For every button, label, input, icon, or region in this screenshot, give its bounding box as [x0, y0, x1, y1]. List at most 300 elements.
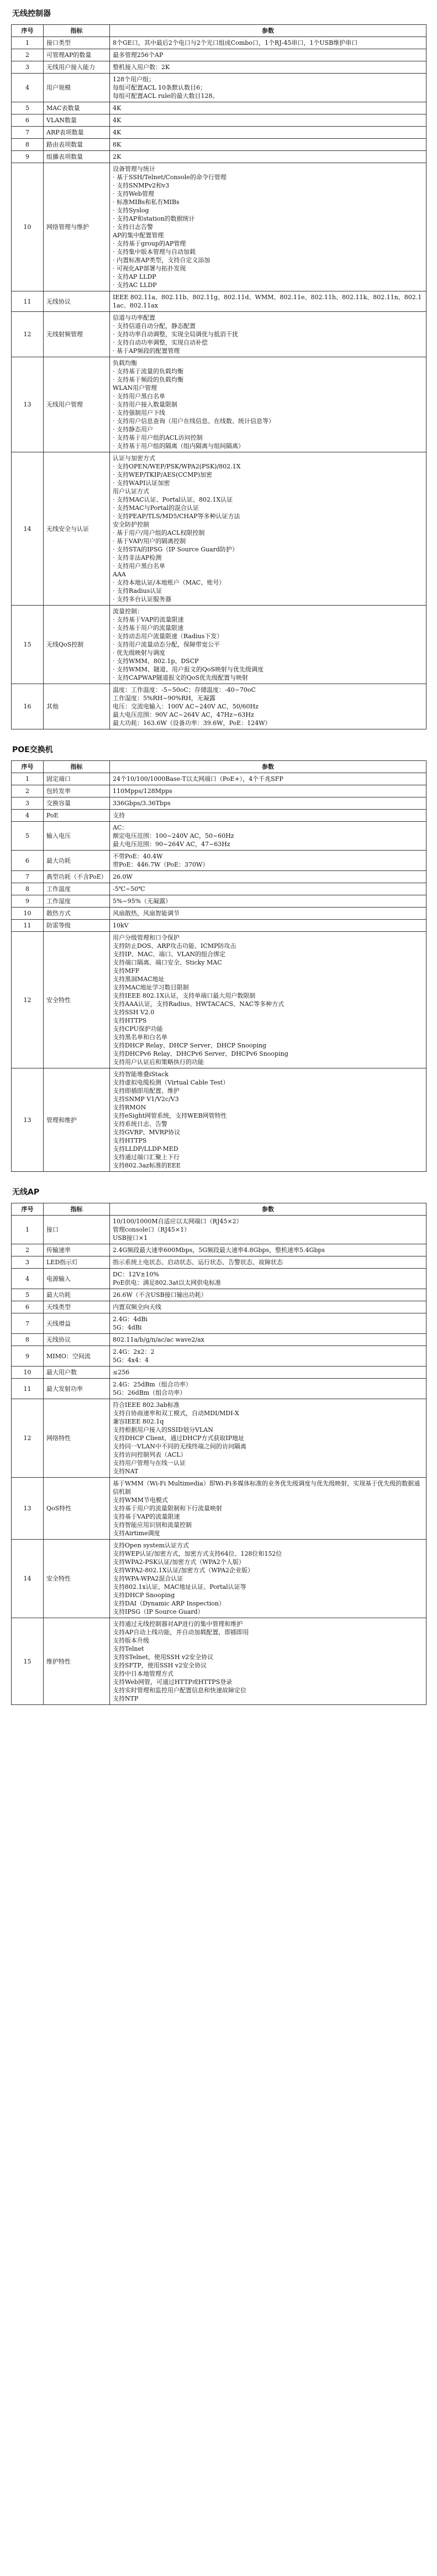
table-row [12, 883, 427, 895]
row-number: 14 [12, 1540, 44, 1618]
row-params [110, 74, 427, 102]
spec-table [11, 1203, 427, 1705]
param-line: 整机接入用户数：2K [113, 64, 170, 71]
param-line: 兼容IEEE 802.1q [113, 1418, 164, 1425]
param-line: 26.0W [113, 873, 133, 880]
param-line: 支持基于VAP的流量限速 [113, 1513, 180, 1520]
row-params [110, 1379, 427, 1399]
param-line: 支持通过无线控制器对AP进行的集中管理和维护 [113, 1620, 243, 1628]
header-item: 指标 [44, 1203, 110, 1216]
table-row [12, 684, 427, 729]
row-number: 5 [12, 102, 44, 114]
param-line: 支持同一VLAN中不同的无线终端之间的访问隔离 [113, 1443, 246, 1450]
row-item: 组播表项数量 [44, 151, 110, 163]
param-line: 128个用户组； [113, 76, 155, 83]
table-header-row [12, 25, 427, 37]
param-line: · 支持功率自动调整，实现全局调优与抵消干扰 [113, 331, 238, 338]
row-params [110, 1269, 427, 1289]
row-number: 4 [12, 810, 44, 822]
table-row [12, 920, 427, 932]
param-line: 支持eSight网管系统，支持WEB网管特性 [113, 1112, 227, 1119]
table-row [12, 810, 427, 822]
row-number: 11 [12, 291, 44, 312]
row-number: 10 [12, 908, 44, 920]
row-item: 最大功耗 [44, 851, 110, 871]
param-line: 2.4G：4dBi [113, 1316, 148, 1323]
table-row [12, 1379, 427, 1399]
row-number: 13 [12, 1068, 44, 1172]
param-line: 5%~95%（无凝露） [113, 898, 172, 905]
spec-section [11, 744, 426, 1172]
table-row [12, 37, 427, 49]
row-item: PoE [44, 810, 110, 822]
param-line: · 支持CAPWAP隧道报文的QoS优先级配置与映射 [113, 674, 249, 681]
row-item: MAC表数量 [44, 102, 110, 114]
table-row [12, 851, 427, 871]
row-item: 可管理AP的数量 [44, 49, 110, 61]
param-line: 支持IP、MAC、端口、VLAN的组合绑定 [113, 951, 226, 958]
row-item: 其他 [44, 684, 110, 729]
param-line: 336Gbps/3.36Tbps [113, 800, 171, 807]
param-line: 支持MAC地址学习数目限制 [113, 984, 189, 991]
param-line: DC：12V±10% [113, 1271, 159, 1278]
row-number: 3 [12, 61, 44, 74]
row-params [110, 291, 427, 312]
row-item: QoS特性 [44, 1478, 110, 1540]
row-params [110, 810, 427, 822]
param-line: · 支持基于用户组的ACL访问控制 [113, 434, 203, 441]
row-number: 6 [12, 851, 44, 871]
param-line: · 优先级映射与调度 [113, 649, 165, 656]
header-item: 指标 [44, 761, 110, 773]
table-row [12, 1540, 427, 1618]
row-params [110, 908, 427, 920]
param-line: USB接口×1 [113, 1234, 148, 1242]
param-line: 支持RMON [113, 1104, 146, 1111]
param-line: · 支持基于频段的负载均衡 [113, 376, 183, 383]
row-number: 13 [12, 357, 44, 452]
row-params [110, 1540, 427, 1618]
table-row [12, 1478, 427, 1540]
header-param: 参数 [110, 1203, 427, 1216]
row-item: 网络管理与维护 [44, 163, 110, 291]
param-line: · 支持基于group的AP管理 [113, 240, 186, 247]
param-line: 支持WMM节电模式 [113, 1496, 168, 1504]
param-line: 2.4G：25dBm（组合功率） [113, 1381, 192, 1388]
param-line: 支持DHCP Snooping [113, 1592, 175, 1599]
param-line: 2.4G：2x2：2 [113, 1348, 155, 1355]
param-line: 最大电压范围：90~264V AC，47~63Hz [113, 841, 230, 848]
row-number: 3 [12, 1256, 44, 1269]
row-number: 1 [12, 1216, 44, 1244]
param-line: 支持NAT [113, 1468, 139, 1475]
param-line: 支持版本升级 [113, 1637, 149, 1644]
table-row [12, 1399, 427, 1478]
row-item: 接口类型 [44, 37, 110, 49]
row-item: 天线类型 [44, 1301, 110, 1313]
table-header-row [12, 1203, 427, 1216]
row-item: VLAN数量 [44, 114, 110, 127]
param-line: · 支持基于用户的流量限速 [113, 624, 183, 632]
row-number: 14 [12, 452, 44, 606]
header-item: 指标 [44, 25, 110, 37]
param-line: PoE供电：满足802.3at以太网供电标准 [113, 1279, 222, 1286]
row-number: 2 [12, 1244, 44, 1256]
spec-table [11, 24, 427, 729]
param-line: · 支持静态用户 [113, 426, 153, 433]
table-row [12, 1068, 427, 1172]
table-row [12, 163, 427, 291]
table-row [12, 895, 427, 908]
param-line: 用户认证方式 [113, 488, 149, 495]
row-params [110, 139, 427, 151]
param-line: 2K [113, 153, 122, 160]
row-number: 9 [12, 895, 44, 908]
param-line: · 支持非法AP检测 [113, 554, 162, 561]
param-line: 支持用户管理与在线一认证 [113, 1459, 186, 1467]
param-line: IEEE 802.11a、802.11b、802.11g、802.11d、WMM、802.11e、802.11h、802.11k、802.11n、802.11ac、802.11ax [113, 294, 422, 309]
table-row [12, 1618, 427, 1705]
param-line: · 支持AC LLDP [113, 281, 157, 289]
row-item: 无线QoS控制 [44, 606, 110, 684]
row-number: 6 [12, 1301, 44, 1313]
param-line: 最大电压范围：90V AC~264V AC，47Hz~63Hz [113, 711, 254, 718]
param-line: 支持Open system认证方式 [113, 1542, 189, 1549]
param-line: · 支持SNMPv2和v3 [113, 182, 170, 189]
section-title: 无线AP [12, 1188, 40, 1197]
row-params [110, 883, 427, 895]
param-line: 设备管理与统计 [113, 165, 155, 173]
param-line: 支持WPA2-802.1X认证/加密方式（WPA2企业版） [113, 1567, 254, 1574]
row-number: 10 [12, 1367, 44, 1379]
row-params [110, 102, 427, 114]
param-line: 5G：4dBi [113, 1324, 142, 1331]
param-line: 安全防护控制 [113, 521, 149, 528]
param-line: · 基于用户/用户组的ACL权限控制 [113, 529, 205, 536]
row-item: 固定端口 [44, 773, 110, 785]
param-line: 支持WPA2-PSK认证/加密方式（WPA2个人版） [113, 1558, 245, 1566]
row-params [110, 1244, 427, 1256]
param-line: · 支持WMM、隧道、用户报文的QoS映射与优先级调度 [113, 666, 264, 673]
row-params [110, 151, 427, 163]
param-line: 支持STelnet，使用SSH v2安全协议 [113, 1654, 214, 1661]
param-line: 支持AAA认证，支持Radius、HWTACACS、NAC等多种方式 [113, 1000, 285, 1008]
param-line: · 支持Syslog [113, 207, 149, 214]
row-params [110, 606, 427, 684]
row-item: 典型功耗（不含PoE） [44, 871, 110, 883]
header-param: 参数 [110, 761, 427, 773]
param-line: · 支持MAC认证、Portal认证、802.1X认证 [113, 496, 233, 503]
row-number: 8 [12, 1334, 44, 1346]
param-line: 温度：工作温度：-5~50oC；存储温度：-40~70oC [113, 686, 256, 693]
row-item: 电源输入 [44, 1269, 110, 1289]
row-number: 16 [12, 684, 44, 729]
row-number: 9 [12, 151, 44, 163]
param-line: 支持用户认证后和策略执行的功能 [113, 1058, 204, 1066]
row-params [110, 684, 427, 729]
param-line: 用户分级管理和口令保护 [113, 934, 180, 941]
param-line: 110Mpps/128Mpps [113, 788, 172, 795]
param-line: 4K [113, 129, 122, 136]
row-item: 最大功耗 [44, 1289, 110, 1301]
spec-table [11, 760, 427, 1172]
table-row [12, 1216, 427, 1244]
row-number: 15 [12, 606, 44, 684]
param-line: 支持DHCP Relay、DHCP Server、DHCP Snooping [113, 1042, 267, 1049]
param-line: 2.4G频段最大速率600Mbps，5G频段最大速率4.8Gbps，整机速率5.4Gbps [113, 1247, 325, 1254]
param-line: 8个GE口，其中最后2个电口与2个光口组成Combo口，1个RJ-45串口，1个USB维护串口 [113, 39, 358, 46]
param-line: -5℃~50℃ [113, 885, 145, 893]
table-row [12, 61, 427, 74]
param-line: 支持SSH V2.0 [113, 1009, 155, 1016]
row-number: 4 [12, 74, 44, 102]
row-params [110, 1256, 427, 1269]
row-params [110, 37, 427, 49]
row-item: 防雷等级 [44, 920, 110, 932]
row-params [110, 49, 427, 61]
param-line: 支持Airtime调度 [113, 1530, 160, 1537]
row-item: 工作湿度 [44, 895, 110, 908]
row-params [110, 871, 427, 883]
param-line: 最大功耗：163.6W（设备功率：39.6W，PoE：124W） [113, 719, 271, 727]
param-line: ≤256 [113, 1369, 130, 1376]
param-line: · 支持Web管理 [113, 190, 154, 197]
row-number: 3 [12, 797, 44, 810]
param-line: AC： [113, 824, 128, 831]
row-params [110, 797, 427, 810]
row-number: 9 [12, 1346, 44, 1367]
param-line: · 支持动态用户流量限速（Radius下发） [113, 633, 223, 640]
row-params [110, 822, 427, 851]
param-line: · 基于SSH/Telnet/Console的命令行管理 [113, 174, 227, 181]
table-row [12, 1289, 427, 1301]
param-line: 支持SNMP V1/V2c/V3 [113, 1096, 179, 1103]
row-item: 传输速率 [44, 1244, 110, 1256]
row-params [110, 932, 427, 1068]
param-line: 支持AP自动上线功能，并自动加载配置，即插即用 [113, 1629, 249, 1636]
row-params [110, 127, 427, 139]
param-line: 8K [113, 141, 122, 148]
row-params [110, 61, 427, 74]
param-line: 支持802.3az标准的EEE [113, 1162, 181, 1169]
sections-container [11, 8, 426, 1705]
param-line: 5G：4x4：4 [113, 1357, 149, 1364]
section-title: 无线控制器 [12, 9, 51, 18]
param-line: 支持端口隔离、端口安全、Sticky MAC [113, 959, 222, 966]
param-line: · 内置标准AP类型，支持自定义添加 [113, 257, 210, 264]
row-params [110, 920, 427, 932]
row-item: 无线用户接入能力 [44, 61, 110, 74]
param-line: 支持DHCPv6 Relay、DHCPv6 Server、DHCPv6 Snooping [113, 1050, 288, 1057]
row-item: 安全特性 [44, 932, 110, 1068]
row-params [110, 1301, 427, 1313]
param-line: 支持CPU保护功能 [113, 1025, 163, 1033]
param-line: · 支持基于VAP的流量限速 [113, 616, 184, 623]
row-number: 11 [12, 1379, 44, 1399]
row-params [110, 114, 427, 127]
row-number: 8 [12, 139, 44, 151]
row-item: 维护特性 [44, 1618, 110, 1705]
row-number: 7 [12, 1313, 44, 1334]
param-line: 支持中日本地管理方式 [113, 1670, 173, 1677]
row-params [110, 163, 427, 291]
param-line: · 标准MIBs和私有MIBs [113, 199, 180, 206]
param-line: · 支持MAC与Portal的混合认证 [113, 504, 199, 512]
table-row [12, 785, 427, 797]
param-line: · 支持基于用户组的隔离（组内隔离与组间隔离） [113, 442, 244, 450]
row-item: 用户规模 [44, 74, 110, 102]
param-line: 基于WMM（Wi-Fi Multimedia）即Wi-Fi多媒体标准的业务优先级调度与优先级映射，实现基于优先级的数据通信机制 [113, 1480, 420, 1495]
row-params [110, 1346, 427, 1367]
row-params [110, 1334, 427, 1346]
param-line: 支持DAI（Dynamic ARP Inspection） [113, 1600, 225, 1607]
table-row [12, 1244, 427, 1256]
table-row [12, 606, 427, 684]
row-item: MIMO：空间流 [44, 1346, 110, 1367]
param-line: · 基于AP频段的配置管理 [113, 347, 180, 354]
row-item: 无线协议 [44, 1334, 110, 1346]
param-line: · 支持用户信息查询（用户在线信息、在线数、统计信息等） [113, 418, 275, 425]
row-item: 最大发射功率 [44, 1379, 110, 1399]
row-item: 网络特性 [44, 1399, 110, 1478]
param-line: 认证与加密方式 [113, 455, 155, 462]
row-item: 路由表项数量 [44, 139, 110, 151]
header-param: 参数 [110, 25, 427, 37]
table-row [12, 1301, 427, 1313]
row-number: 5 [12, 1289, 44, 1301]
row-number: 10 [12, 163, 44, 291]
param-line: 支持Telnet [113, 1645, 144, 1652]
row-item: 天线增益 [44, 1313, 110, 1334]
param-line: 指示系统上电状态、启动状态、运行状态、告警状态、故障状态 [113, 1259, 283, 1266]
param-line: 支持IPSG（IP Source Guard） [113, 1608, 204, 1615]
row-item: 无线射频管理 [44, 312, 110, 357]
param-line: · 支持用户流量动态分配，保障带宽公平 [113, 641, 220, 648]
row-item: 工作温度 [44, 883, 110, 895]
param-line: 支持通过端口汇聚上下行 [113, 1154, 180, 1161]
section-title: POE交换机 [12, 745, 53, 754]
param-line: 10/100/1000M自适应以太网端口（RJ45×2） [113, 1218, 243, 1225]
row-item: 管理和维护 [44, 1068, 110, 1172]
param-line: 支持基于用户的流量限制和下行流量映射 [113, 1505, 222, 1512]
row-number: 8 [12, 883, 44, 895]
param-line: 风扇散热，风扇智能调节 [113, 910, 180, 917]
table-row [12, 74, 427, 102]
table-row [12, 1334, 427, 1346]
param-line: 工作湿度：5%RH~90%RH，无凝露 [113, 695, 215, 702]
spec-section [11, 8, 426, 729]
param-line: 支持MFF [113, 967, 140, 974]
param-line: 5G：26dBm（组合功率） [113, 1389, 186, 1396]
param-line: 支持 [113, 812, 125, 819]
param-line: 支持黑洞MAC地址 [113, 976, 165, 983]
header-no: 序号 [12, 25, 44, 37]
row-params [110, 773, 427, 785]
row-item: 包转发率 [44, 785, 110, 797]
param-line: · 支持集中版本管理与自动加载 [113, 248, 196, 255]
row-number: 5 [12, 822, 44, 851]
row-params [110, 1068, 427, 1172]
row-item: 输入电压 [44, 822, 110, 851]
param-line: 支持GVRP、MVRP协议 [113, 1129, 181, 1136]
row-params [110, 1367, 427, 1379]
table-row [12, 452, 427, 606]
row-item: 散热方式 [44, 908, 110, 920]
param-line: 电压：交流电输入：100V AC~240V AC，50/60Hz [113, 703, 259, 710]
param-line: 支持802.1x认证、MAC地址认证、Portal认证等 [113, 1583, 246, 1591]
param-line: 802.11a/b/g/n/ac/ac wave2/ax [113, 1336, 204, 1343]
row-params [110, 312, 427, 357]
row-params [110, 785, 427, 797]
row-item: ARP表项数量 [44, 127, 110, 139]
table-row [12, 797, 427, 810]
header-no: 序号 [12, 1203, 44, 1216]
row-number: 15 [12, 1618, 44, 1705]
param-line: · 可视化AP部署与拓扑发现 [113, 265, 186, 272]
table-row [12, 114, 427, 127]
row-item: 安全特性 [44, 1540, 110, 1618]
param-line: 支持自协商速率和双工模式，自动MDI/MDI-X [113, 1410, 239, 1417]
param-line: 支持HTTPS [113, 1017, 147, 1024]
row-params [110, 1478, 427, 1540]
row-item: 最大用户数 [44, 1367, 110, 1379]
param-line: · 支持强制用户下线 [113, 409, 165, 416]
table-row [12, 49, 427, 61]
param-line: WLAN用户管理 [113, 384, 157, 392]
param-line: 管理console口（RJ45×1） [113, 1226, 191, 1233]
param-line: 内置双频全向天线 [113, 1303, 161, 1311]
param-line: · 支持本地认证/本地账户（MAC、账号） [113, 579, 225, 586]
param-line: 4K [113, 105, 122, 112]
param-line: 支持LLDP/LLDP-MED [113, 1145, 178, 1153]
row-params [110, 452, 427, 606]
row-number: 7 [12, 127, 44, 139]
param-line: 支持Web网管，可通过HTTP或HTTPS登录 [113, 1678, 233, 1686]
table-row [12, 908, 427, 920]
row-params [110, 1289, 427, 1301]
param-line: 支持即插即用配置、维护 [113, 1087, 180, 1094]
table-row [12, 1346, 427, 1367]
param-line: 最多管理256个AP [113, 51, 164, 59]
param-line: · 支持OPEN/WEP/PSK/WPA2(PSK)/802.1X [113, 463, 241, 470]
table-row [12, 1313, 427, 1334]
row-params [110, 357, 427, 452]
table-row [12, 932, 427, 1068]
row-number: 12 [12, 932, 44, 1068]
row-number: 4 [12, 1269, 44, 1289]
table-row [12, 773, 427, 785]
table-row [12, 102, 427, 114]
table-row [12, 291, 427, 312]
param-line: 24个10/100/1000Base-T以太网端口（PoE+），4个千兆SFP [113, 775, 283, 783]
table-row [12, 127, 427, 139]
row-params [110, 1216, 427, 1244]
param-line: 不带PoE：40.4W [113, 853, 163, 860]
param-line: 支持NTP [113, 1695, 139, 1702]
row-params [110, 1313, 427, 1334]
param-line: 支持访问控制列表（ACL） [113, 1451, 187, 1458]
table-row [12, 1256, 427, 1269]
param-line: 每组可配置ACL 10条默认数目6； [113, 84, 207, 91]
table-row [12, 312, 427, 357]
row-item: 无线协议 [44, 291, 110, 312]
table-row [12, 357, 427, 452]
param-line: 信道与功率配置 [113, 314, 155, 321]
param-line: 额定电压范围：100~240V AC，50~60Hz [113, 832, 234, 839]
param-line: 流量控制： [113, 608, 143, 615]
table-row [12, 139, 427, 151]
row-params [110, 851, 427, 871]
